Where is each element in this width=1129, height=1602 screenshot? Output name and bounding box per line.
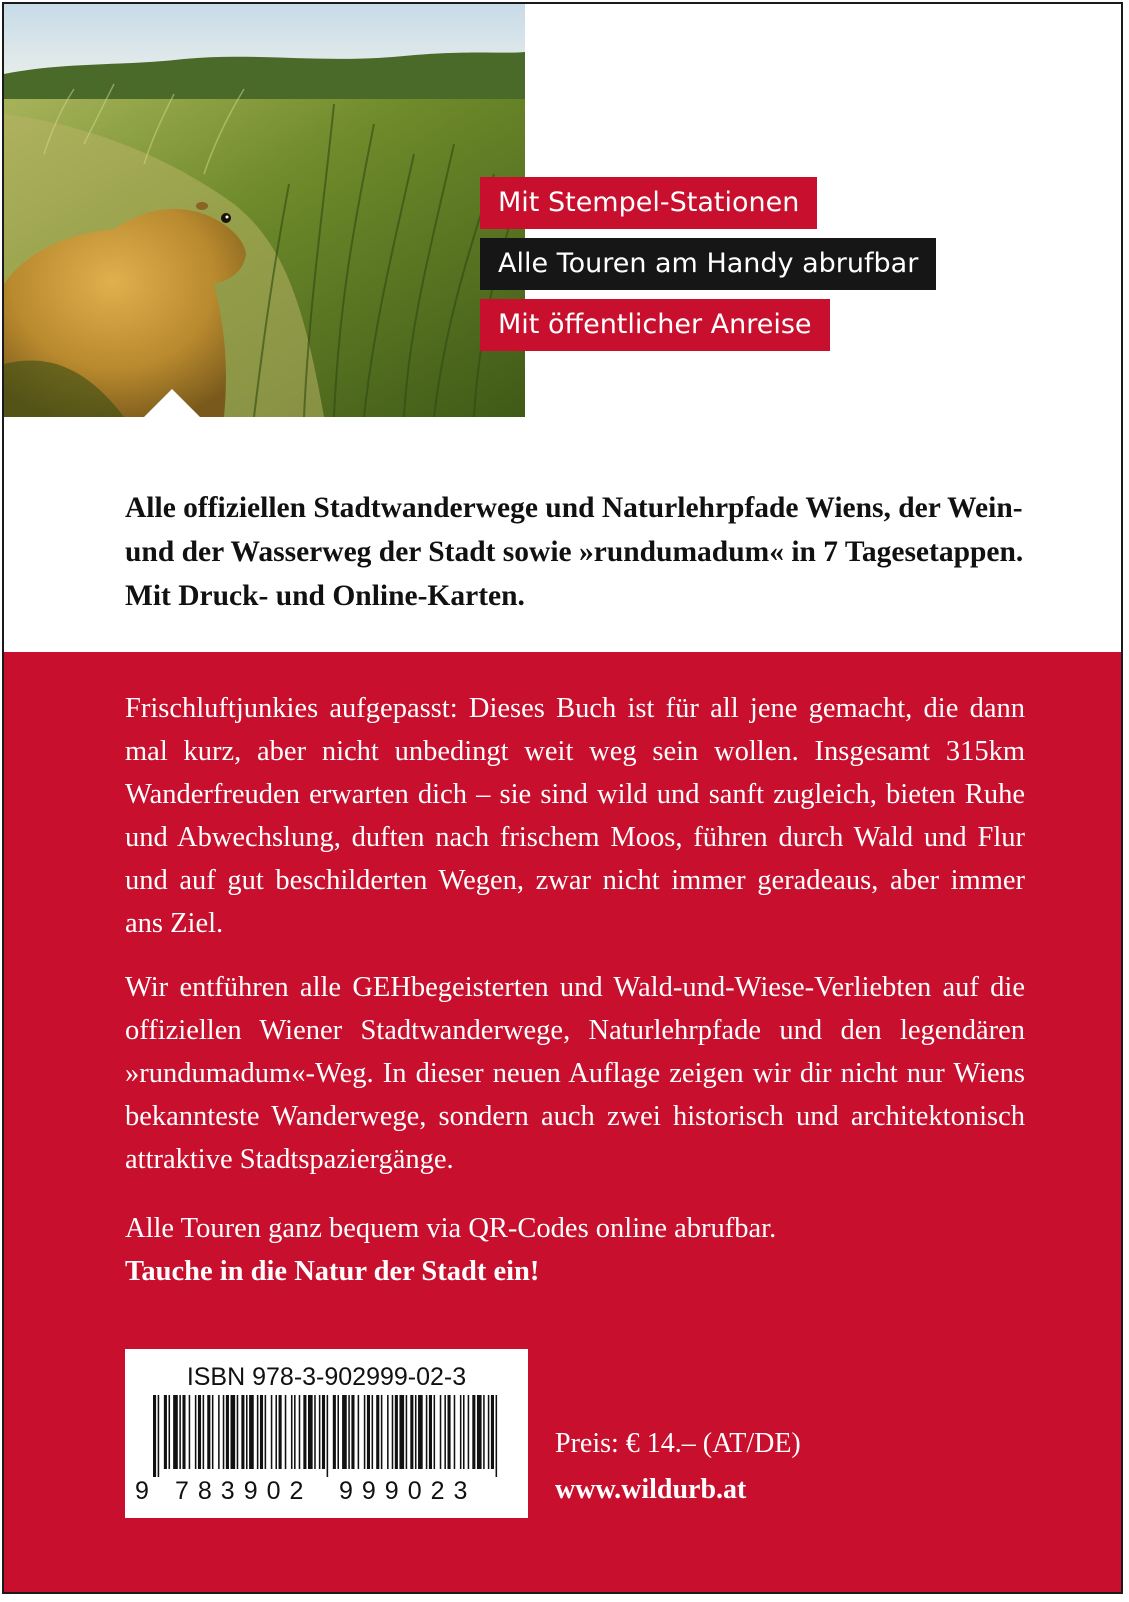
barcode-bar [444,1395,446,1469]
barcode-bar [491,1395,494,1469]
barcode-bar [241,1395,244,1469]
barcode-bar [314,1395,316,1469]
barcode-bar [203,1395,205,1469]
description-section [4,652,1123,1594]
barcode-bar [271,1395,273,1469]
barcode-bar [472,1395,475,1469]
barcode-bar [212,1395,214,1469]
barcode-bar [179,1395,181,1469]
barcode-bar [406,1395,408,1469]
isbn-number: ISBN 978-3-902999-02-3 [186,1363,467,1391]
ean-right-digits: 999023 [339,1477,477,1505]
photo-illustration [4,4,525,417]
price: Preis: € 14.– (AT/DE) [555,1428,801,1459]
qr-code-note: Alle Touren ganz bequem via QR-Codes online abrufbar. [125,1213,777,1244]
barcode-bar [308,1395,313,1469]
barcode-bar [387,1395,389,1469]
barcode-bar [477,1395,482,1469]
barcode-bar [364,1395,366,1469]
cover-photo-ground-squirrel [4,4,525,417]
barcode-bar [372,1395,374,1469]
barcode-bar [454,1395,456,1469]
ean-first-digit: 9 [135,1477,149,1505]
barcode-bar [358,1395,360,1469]
barcode-bar [348,1395,350,1469]
barcode-bar [337,1395,339,1469]
barcode-bar [410,1395,413,1469]
barcode-bar [448,1395,451,1469]
barcode-bar [381,1395,383,1469]
barcode-bar [226,1395,229,1469]
barcode-bar [198,1395,201,1469]
barcode-bar [218,1395,220,1469]
barcode-bar [322,1395,325,1469]
barcode-bar [223,1395,225,1469]
barcode-bar [294,1395,296,1469]
website-link[interactable]: www.wildurb.at [555,1474,747,1505]
barcode-bar [265,1395,267,1469]
book-summary: Alle offiziellen Stadtwanderwege und Naturlehrpfade Wiens, der Wein- und der Wasserweg der Stadt sowie »rundumadum« in 7 Tagesetappen. Mit Druck- und Online-Karten. [125,492,1024,612]
barcode-bar [169,1395,171,1469]
barcode-bar [440,1395,442,1469]
barcode-bar [231,1395,236,1469]
barcode-bar [291,1395,293,1469]
barcode-bar [279,1395,282,1469]
barcode-bar [496,1395,498,1477]
barcode-bar [460,1395,462,1469]
barcode-bar [299,1395,301,1469]
barcode-bar [426,1395,428,1469]
book-back-cover [2,2,1123,1594]
barcode-bar [173,1395,178,1469]
barcode-bar [182,1395,185,1469]
barcode-bar [189,1395,191,1469]
barcode-bar [333,1395,336,1469]
description-paragraph-1: Frischluftjunkies aufgepasst: Dieses Buch ist für all jene gemacht, die dann mal kurz, aber nicht unbedingt weit weg sein wollen. Insgesamt 315km Wanderfreuden erwarten dich – sie sind wild und sanft zugleich, bieten Ruhe und Abwechslung, duften nach frischem Moos, führen durch Wald und Flur und auf gut beschilderten Wegen, zwar nicht immer geradeaus, aber immer ans Ziel. [125,693,1025,939]
barcode-bar [418,1395,423,1469]
tagline: Tauche in die Natur der Stadt ein! [125,1256,540,1287]
barcode-bar [285,1395,287,1469]
barcode-bar [468,1395,470,1469]
barcode-bar [327,1395,329,1477]
barcode-bar [237,1395,239,1469]
barcode-bar [399,1395,404,1469]
barcode-bar [367,1395,370,1469]
barcode-bar [351,1395,354,1469]
barcode-bar [275,1395,277,1469]
barcode-bar [257,1395,259,1469]
barcode-bar [303,1395,306,1469]
barcode-bar [319,1395,321,1469]
description-paragraph-2: Wir entführen alle GEHbegeisterten und Wald-und-Wiese-Verliebten auf die offiziellen Wiener Stadtwanderwege, Naturlehrpfade und den legendären »rundumadum«-Weg. In dieser neuen Auflage zeigen wir dir nicht nur Wiens bekannteste Wanderwege, sondern auch zwei historisch und architektonisch attraktive Stadtspaziergänge. [125,972,1025,1175]
barcode-bar [153,1395,156,1477]
barcode-bar [207,1395,210,1469]
barcode-bar [164,1395,167,1469]
barcode-bar [158,1395,160,1477]
barcode-bar [395,1395,398,1469]
barcode-bar [434,1395,436,1469]
badge-tours-on-phone: Alle Touren am Handy abrufbar [480,238,936,290]
barcode-bar [246,1395,248,1469]
barcode-bars [153,1395,503,1477]
isbn-barcode [125,1349,528,1518]
barcode-bar [429,1395,432,1469]
barcode-bar [483,1395,485,1469]
barcode-bar [260,1395,263,1469]
barcode-bar [249,1395,254,1469]
barcode-bar [463,1395,465,1469]
barcode-bar [488,1395,490,1469]
description-paragraph-3 [125,1207,1025,1293]
ean-left-digits: 783902 [175,1477,313,1505]
barcode-bar [342,1395,347,1469]
badge-public-transport: Mit öffentlicher Anreise [480,299,830,351]
barcode-bar [392,1395,394,1469]
barcode-bar [376,1395,379,1469]
barcode-bar [415,1395,417,1469]
barcode-bar [195,1395,197,1469]
badge-stamp-stations: Mit Stempel-Stationen [480,177,817,229]
